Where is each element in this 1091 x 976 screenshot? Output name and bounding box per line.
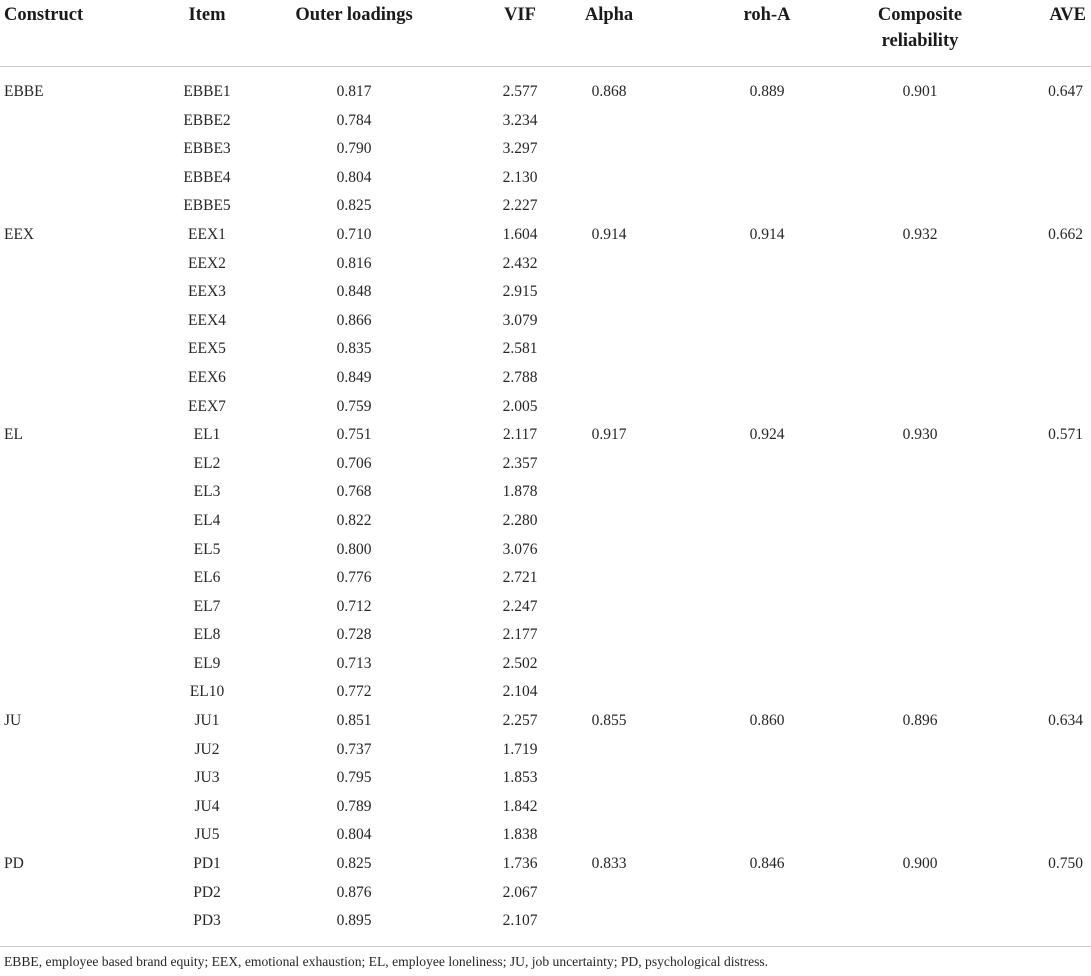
cell-outer-loading: 0.772: [336, 683, 372, 701]
cell-outer-loading: 0.728: [336, 626, 372, 644]
cell-vif: 1.842: [502, 797, 538, 815]
cell-item: EL10: [189, 683, 225, 701]
cell-outer-loading: 0.713: [336, 654, 372, 672]
cell-outer-loading: 0.825: [336, 855, 372, 873]
cell-construct: PD: [4, 855, 24, 873]
cell-vif: 3.076: [502, 540, 538, 558]
cell-item: EL4: [193, 511, 221, 529]
cell-item: EBBE2: [183, 111, 231, 129]
table-row: [0, 593, 1091, 622]
cell-composite-reliability: 0.900: [902, 855, 938, 873]
table-row: [0, 335, 1091, 364]
cell-vif: 2.005: [502, 397, 538, 415]
table-footnote: EBBE, employee based brand equity; EEX, emotional exhaustion; EL, employee loneliness; JU, job uncertainty; PD, psychological distress.: [4, 954, 769, 969]
cell-outer-loading: 0.800: [336, 540, 372, 558]
table-row: [0, 307, 1091, 336]
cell-outer-loading: 0.835: [336, 340, 372, 358]
cell-item: EEX4: [188, 311, 226, 329]
cell-item: EEX1: [188, 225, 226, 243]
table-row: [0, 678, 1091, 707]
cell-vif: 2.104: [502, 683, 538, 701]
cell-vif: 2.581: [502, 340, 538, 358]
cell-outer-loading: 0.822: [336, 511, 372, 529]
cell-item: EL6: [193, 569, 221, 587]
cell-outer-loading: 0.849: [336, 368, 372, 386]
cell-item: EEX6: [188, 368, 226, 386]
cell-item: EEX7: [188, 397, 226, 415]
cell-vif: 1.853: [502, 769, 538, 787]
cell-outer-loading: 0.789: [336, 797, 372, 815]
cell-item: EBBE5: [183, 197, 231, 215]
cell-composite-reliability: 0.901: [902, 83, 938, 100]
cell-vif: 3.079: [502, 311, 538, 329]
table-row: [0, 135, 1091, 164]
cell-item: JU5: [194, 826, 220, 844]
cell-outer-loading: 0.895: [336, 912, 372, 930]
cell-composite-reliability: 0.896: [902, 712, 938, 730]
cell-outer-loading: 0.876: [336, 883, 372, 901]
cell-vif: 1.719: [502, 740, 538, 758]
cell-vif: 2.177: [502, 626, 538, 644]
cell-construct: EL: [4, 426, 23, 444]
cell-roh-a: 0.846: [749, 855, 785, 873]
table-header: [0, 0, 1091, 67]
cell-outer-loading: 0.804: [336, 168, 372, 186]
table-row: [0, 250, 1091, 279]
cell-outer-loading: 0.712: [336, 597, 372, 615]
cell-outer-loading: 0.790: [336, 140, 372, 158]
cell-outer-loading: 0.768: [336, 483, 372, 501]
cell-vif: 2.117: [502, 426, 538, 444]
table-row: [0, 364, 1091, 393]
cell-vif: 1.604: [502, 225, 538, 243]
cell-ave: 0.647: [1048, 83, 1083, 100]
cell-roh-a: 0.924: [749, 426, 785, 444]
table-body: [0, 78, 1091, 936]
cell-ave: 0.634: [1048, 712, 1083, 730]
table-row: [0, 507, 1091, 536]
cell-vif: 1.736: [502, 855, 538, 873]
table-row: [0, 621, 1091, 650]
cell-vif: 2.130: [502, 168, 538, 186]
table-row: [0, 221, 1091, 250]
header-ave: AVE: [1049, 5, 1086, 25]
cell-composite-reliability: 0.930: [902, 426, 938, 444]
header-outer-loadings: Outer loadings: [295, 5, 413, 25]
table-row: [0, 707, 1091, 736]
cell-vif: 2.721: [502, 569, 538, 587]
cell-item: JU2: [194, 740, 220, 758]
cell-alpha: 0.855: [591, 712, 627, 730]
table-row: [0, 736, 1091, 765]
cell-outer-loading: 0.817: [336, 83, 372, 100]
cell-roh-a: 0.889: [749, 83, 785, 100]
cell-item: EBBE3: [183, 140, 231, 158]
cell-item: JU1: [194, 712, 220, 730]
cell-item: EEX3: [188, 283, 226, 301]
cell-outer-loading: 0.784: [336, 111, 372, 129]
table-row: [0, 536, 1091, 565]
table-row: [0, 764, 1091, 793]
cell-item: PD3: [193, 912, 221, 930]
cell-roh-a: 0.860: [749, 712, 785, 730]
cell-construct: EEX: [4, 225, 35, 243]
cell-outer-loading: 0.759: [336, 397, 372, 415]
header-item: Item: [188, 5, 226, 25]
cell-outer-loading: 0.851: [336, 712, 372, 730]
cell-alpha: 0.868: [591, 83, 627, 100]
cell-vif: 3.297: [502, 140, 538, 158]
cell-item: PD1: [193, 855, 221, 873]
cell-vif: 2.107: [502, 912, 538, 930]
table-row: [0, 278, 1091, 307]
header-construct: Construct: [4, 5, 84, 25]
cell-item: JU4: [194, 797, 220, 815]
cell-vif: 1.878: [502, 483, 538, 501]
cell-vif: 2.067: [502, 883, 538, 901]
cell-vif: 2.915: [502, 283, 538, 301]
cell-item: PD2: [193, 883, 221, 901]
cell-vif: 2.788: [502, 368, 538, 386]
cell-item: JU3: [194, 769, 220, 787]
cell-outer-loading: 0.751: [336, 426, 372, 444]
cell-vif: 2.357: [502, 454, 538, 472]
cell-outer-loading: 0.795: [336, 769, 372, 787]
cell-alpha: 0.917: [591, 426, 627, 444]
cell-ave: 0.571: [1048, 426, 1083, 444]
cell-item: EEX2: [188, 254, 226, 272]
cell-item: EBBE4: [183, 168, 231, 186]
table-row: [0, 879, 1091, 908]
cell-item: EBBE1: [183, 83, 231, 100]
cell-vif: 2.577: [502, 83, 538, 100]
cell-item: EL2: [193, 454, 221, 472]
cell-ave: 0.662: [1048, 225, 1083, 243]
cell-vif: 3.234: [502, 111, 538, 129]
header-composite-line2: reliability: [881, 31, 959, 51]
cell-item: EL3: [193, 483, 221, 501]
cell-vif: 2.432: [502, 254, 538, 272]
cell-alpha: 0.914: [591, 225, 627, 243]
cell-outer-loading: 0.866: [336, 311, 372, 329]
header-alpha: Alpha: [584, 5, 634, 25]
cell-vif: 2.257: [502, 712, 538, 730]
cell-item: EL7: [193, 597, 221, 615]
cell-item: EEX5: [188, 340, 226, 358]
cell-outer-loading: 0.816: [336, 254, 372, 272]
table-row: [0, 793, 1091, 822]
table-row: [0, 421, 1091, 450]
table-row: [0, 78, 1091, 107]
cell-alpha: 0.833: [591, 855, 627, 873]
cell-outer-loading: 0.848: [336, 283, 372, 301]
cell-outer-loading: 0.804: [336, 826, 372, 844]
cell-outer-loading: 0.706: [336, 454, 372, 472]
table-row: [0, 478, 1091, 507]
cell-outer-loading: 0.737: [336, 740, 372, 758]
header-roh-a: roh-A: [743, 5, 791, 25]
cell-outer-loading: 0.776: [336, 569, 372, 587]
cell-vif: 2.227: [502, 197, 538, 215]
footnote-divider: [0, 946, 1091, 947]
cell-vif: 1.838: [502, 826, 538, 844]
table-row: [0, 907, 1091, 936]
cell-vif: 2.247: [502, 597, 538, 615]
cell-item: EL8: [193, 626, 221, 644]
header-composite-reliability: [860, 2, 980, 54]
header-vif: VIF: [504, 5, 536, 25]
cell-outer-loading: 0.825: [336, 197, 372, 215]
table-row: [0, 107, 1091, 136]
table-row: [0, 850, 1091, 879]
cell-ave: 0.750: [1048, 855, 1083, 873]
cell-vif: 2.280: [502, 511, 538, 529]
cell-construct: JU: [4, 712, 22, 730]
header-composite-line1: Composite: [877, 5, 963, 25]
cell-construct: EBBE: [4, 83, 44, 100]
table-row: [0, 393, 1091, 422]
table-row: [0, 450, 1091, 479]
cell-vif: 2.502: [502, 654, 538, 672]
cell-roh-a: 0.914: [749, 225, 785, 243]
table-row: [0, 650, 1091, 679]
table-row: [0, 164, 1091, 193]
table-row: [0, 564, 1091, 593]
cell-composite-reliability: 0.932: [902, 225, 938, 243]
table-row: [0, 192, 1091, 221]
table-row: [0, 821, 1091, 850]
cell-item: EL9: [193, 654, 221, 672]
cell-outer-loading: 0.710: [336, 225, 372, 243]
cell-item: EL1: [193, 426, 221, 444]
cell-item: EL5: [193, 540, 221, 558]
